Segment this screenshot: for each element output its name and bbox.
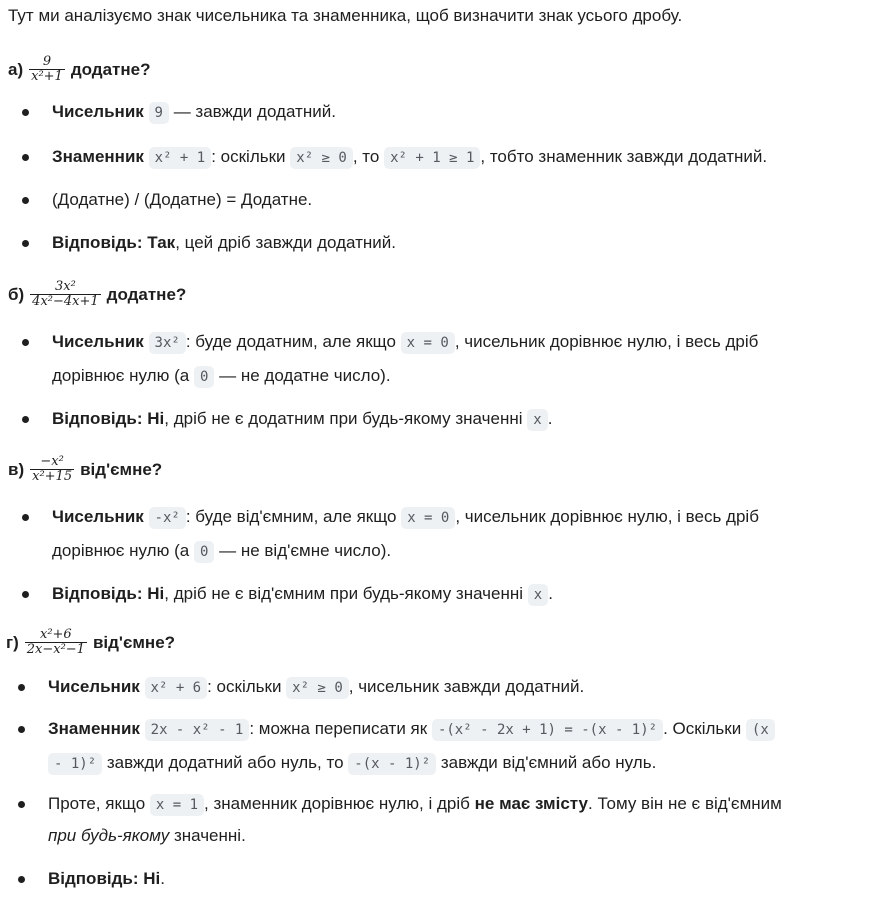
inline-code: 9 [149, 102, 169, 124]
inline-code: 0 [194, 366, 214, 388]
text: : оскільки [207, 677, 282, 696]
section-d-heading [6, 628, 175, 657]
section-a-heading [8, 55, 150, 84]
section-question: додатне? [106, 284, 187, 304]
text: завжди додатний або нуль, то [106, 753, 344, 772]
term-label: Чисельник [48, 677, 140, 696]
text: . Оскільки [663, 719, 742, 738]
bullet-dot [22, 591, 29, 598]
text: — завжди додатний. [173, 102, 336, 121]
section-letter: г) [6, 632, 19, 652]
text: : буде від'ємним, але якщо [185, 507, 397, 526]
bullet-dot [22, 109, 29, 116]
emphasis-italic: при будь-якому [48, 826, 170, 845]
text: , то [352, 147, 380, 166]
term-label: Відповідь: [52, 584, 143, 603]
text: , цей дріб завжди додатний. [175, 233, 396, 252]
bullet-dot [22, 240, 29, 247]
inline-code: x = 0 [401, 332, 455, 354]
inline-code: -x² [149, 507, 186, 529]
text: , дріб не є від'ємним при будь-якому значенні [164, 584, 524, 603]
inline-code: x² + 1 ≥ 1 [384, 147, 480, 169]
fraction-numerator: 9 [42, 54, 52, 69]
fraction [29, 55, 65, 84]
bullet-dot [18, 876, 25, 883]
inline-code: 3x² [149, 332, 186, 354]
inline-code: 2x - x² - 1 [145, 719, 250, 741]
fraction-denominator: 2x−x²−1 [26, 642, 85, 657]
answer-label: Відповідь: Ні [48, 869, 161, 888]
text: — не від'ємне число). [219, 541, 392, 560]
fraction-denominator: x²+1 [31, 69, 63, 84]
term-label: Відповідь: [52, 409, 143, 428]
inline-code: (x [746, 719, 775, 741]
bullet-dot [22, 514, 29, 521]
inline-code: x² + 6 [145, 677, 208, 699]
text: : можна переписати як [249, 719, 428, 738]
text: , тобто знаменник завжди додатний. [480, 147, 768, 166]
fraction-denominator: x²+15 [32, 469, 73, 484]
answer-value: Ні [147, 409, 165, 428]
inline-code: -(x² - 2x + 1) = -(x - 1)² [432, 719, 663, 741]
intro-text: Тут ми аналізуємо знак чисельника та знаменника, щоб визначити знак усього дробу. [8, 6, 683, 25]
text: (Додатне) / (Додатне) = Додатне. [52, 190, 313, 209]
fraction-numerator: 3x² [55, 279, 76, 294]
fraction-numerator: x²+6 [39, 627, 72, 642]
bullet-dot [18, 801, 25, 808]
bullet-dot [18, 684, 25, 691]
text: : оскільки [211, 147, 286, 166]
inline-code: x [527, 409, 547, 431]
text: . [160, 869, 165, 888]
inline-code: 0 [194, 541, 214, 563]
text: . Тому він не є від'ємним [588, 794, 782, 813]
text: значенні. [173, 826, 246, 845]
term-label: Знаменник [52, 147, 144, 166]
text: , чисельник завжди додатний. [348, 677, 585, 696]
fraction-denominator: 4x²−4x+1 [32, 294, 99, 309]
term-label: Чисельник [52, 332, 144, 351]
text: . [548, 584, 553, 603]
text: , чисельник дорівнює нулю, і весь дріб [455, 507, 759, 526]
bullet-dot [22, 197, 29, 204]
section-question: від'ємне? [80, 459, 163, 479]
text: , дріб не є додатним при будь-якому значенні [164, 409, 523, 428]
inline-code: -(x - 1)² [348, 753, 436, 775]
inline-code: x² + 1 [149, 147, 212, 169]
emphasis-bold: не має змісту [474, 794, 588, 813]
bullet-dot [22, 154, 29, 161]
section-letter: а) [8, 59, 24, 79]
section-b-heading [8, 280, 186, 309]
answer-value: Ні [147, 584, 165, 603]
term-label: Чисельник [52, 102, 144, 121]
inline-code: x [528, 584, 548, 606]
text: : буде додатним, але якщо [185, 332, 396, 351]
section-c-heading [8, 455, 162, 484]
text: дорівнює нулю (а [52, 366, 190, 385]
fraction [30, 280, 100, 309]
text: , чисельник дорівнює нулю, і весь дріб [454, 332, 759, 351]
text: . [547, 409, 553, 428]
section-question: додатне? [70, 59, 151, 79]
section-letter: в) [8, 459, 25, 479]
inline-code: x = 0 [401, 507, 455, 529]
text: Проте, якщо [48, 794, 146, 813]
inline-code: x = 1 [150, 794, 204, 816]
section-question: від'ємне? [92, 632, 176, 652]
text: завжди від'ємний або нуль. [440, 753, 657, 772]
bullet-dot [22, 416, 29, 423]
term-label: Чисельник [52, 507, 144, 526]
inline-code: x² ≥ 0 [286, 677, 349, 699]
fraction [30, 455, 74, 484]
inline-code: - 1)² [48, 753, 102, 775]
section-letter: б) [8, 284, 25, 304]
text: , знаменник дорівнює нулю, і дріб [204, 794, 470, 813]
term-label: Знаменник [48, 719, 140, 738]
term-label: Відповідь: [52, 233, 143, 252]
text: дорівнює нулю (а [52, 541, 190, 560]
inline-code: x² ≥ 0 [290, 147, 353, 169]
answer-value: Так [147, 233, 176, 252]
fraction [25, 628, 87, 657]
bullet-dot [18, 726, 25, 733]
fraction-numerator: −x² [40, 454, 64, 469]
text: — не додатне число). [219, 366, 391, 385]
bullet-dot [22, 339, 29, 346]
